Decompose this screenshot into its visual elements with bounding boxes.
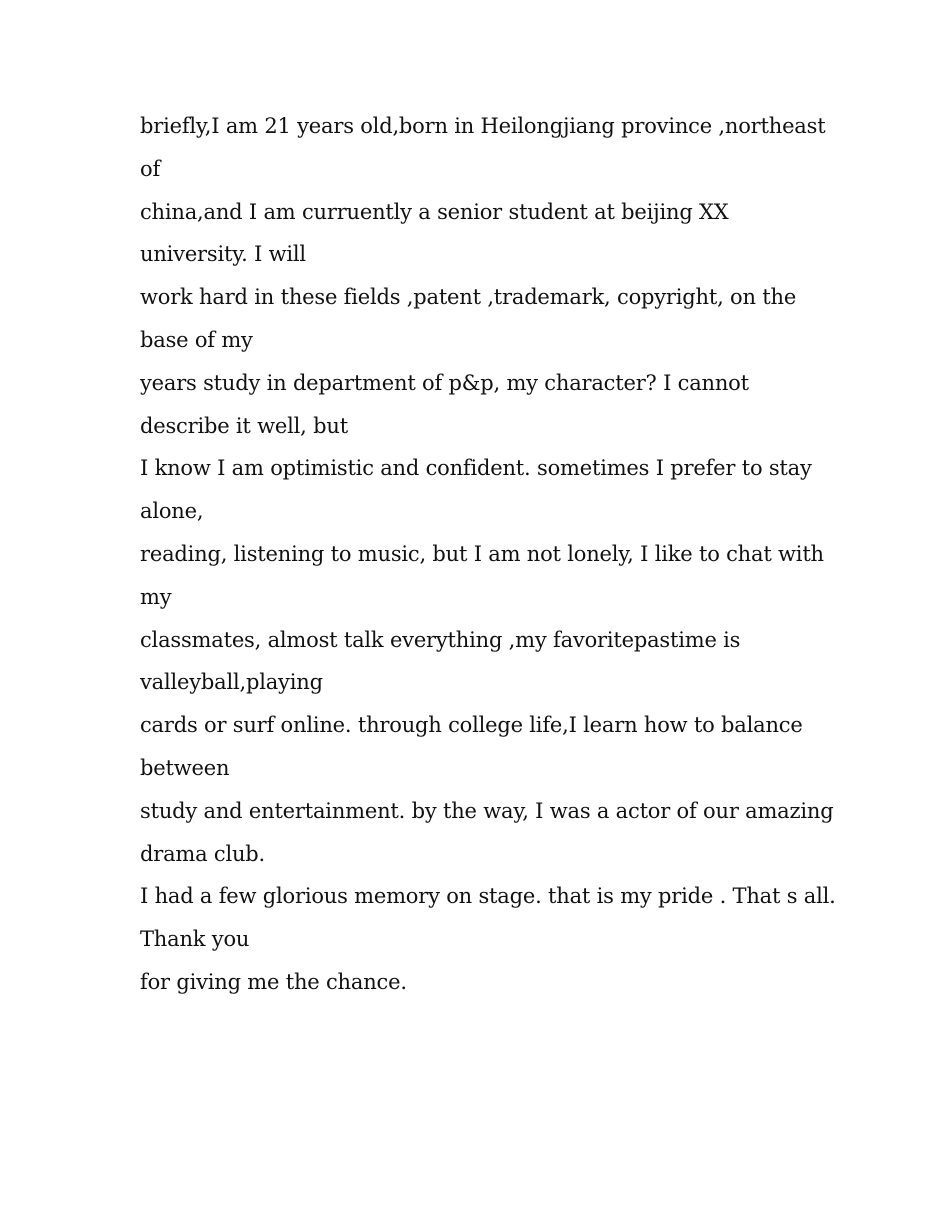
text-line: describe it well, but — [140, 413, 348, 438]
text-line: my — [140, 584, 172, 609]
text-line: classmates, almost talk everything ,my favoritepastime is — [140, 627, 741, 652]
text-line: base of my — [140, 327, 253, 352]
text-line: I know I am optimistic and confident. sometimes I prefer to stay — [140, 456, 812, 481]
document-body — [140, 105, 836, 1004]
text-line: alone, — [140, 499, 204, 524]
text-line: china,and I am curruently a senior student at beijing XX — [140, 199, 729, 224]
text-line: valleyball,playing — [140, 670, 323, 695]
text-line: between — [140, 755, 230, 780]
text-line: work hard in these fields ,patent ,trademark, copyright, on the — [140, 285, 797, 310]
text-line: university. I will — [140, 242, 306, 267]
text-line: briefly,I am 21 years old,born in Heilongjiang province ,northeast — [140, 114, 826, 138]
text-line: for giving me the chance. — [140, 969, 407, 994]
text-line: reading, listening to music, but I am not lonely, I like to chat with — [140, 541, 824, 566]
text-line: I had a few glorious memory on stage. that is my pride . That s all. — [140, 884, 836, 909]
text-line: Thank you — [140, 927, 250, 952]
text-line: drama club. — [140, 841, 266, 866]
text-line: of — [140, 156, 161, 181]
text-line: cards or surf online. through college life,I learn how to balance — [140, 713, 803, 738]
text-line: study and entertainment. by the way, I was a actor of our amazing — [140, 798, 834, 823]
text-line: years study in department of p&p, my character? I cannot — [140, 370, 749, 395]
